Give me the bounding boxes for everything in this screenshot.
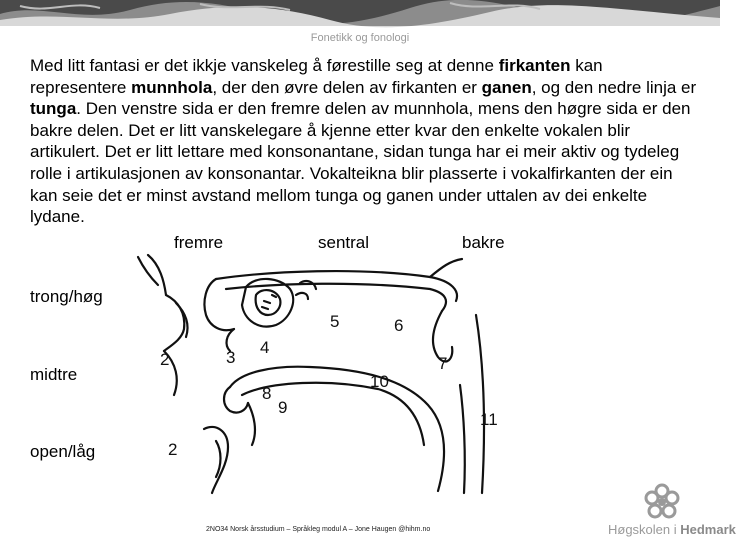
diagram-number: 11 [480, 410, 498, 429]
diagram-number: 9 [278, 398, 288, 417]
diagram-number: 3 [226, 348, 236, 367]
diagram-number: 8 [262, 384, 272, 403]
column-label-central: sentral [318, 233, 370, 252]
decorative-header-band [0, 0, 720, 26]
diagram-number: 2 [168, 440, 178, 459]
column-label-front: fremre [174, 233, 224, 252]
term-ganen: ganen [481, 77, 532, 97]
body-text-5: . Den venstre sida er den fremre delen av munnhola, mens den høgre sida er den bakre delen. Det er litt vanskelegare å kjenne etter kvar den enkelte vokalen blir artikulert. Det er litt lettare med konsonantane, sidan tunga har ei meir aktiv og tydeleg rolle i artikulasjonen av konsonantar. Vokalteikna blir plasserte i vokalfirkanten der ein kan seie det er minst avstand mellom tunga og ganen under uttalen av dei enkelte lydane. [30, 99, 691, 227]
term-firkanten: firkanten [498, 56, 571, 75]
diagram-number: 10 [370, 372, 389, 391]
body-text-4: , og den nedre linja er [531, 77, 697, 97]
diagram-number: 5 [330, 312, 340, 331]
slide-header: Fonetikk og fonologi [310, 32, 410, 44]
college-logo-text [608, 522, 736, 537]
slide-footer: 2NO34 Norsk årsstudium – Språkleg modul A – Jone Haugen @hihm.no [206, 526, 431, 533]
diagram-number: 4 [260, 338, 270, 357]
diagram-numbers [160, 312, 498, 459]
mouth-cross-section-diagram [130, 255, 520, 495]
body-paragraph [30, 55, 702, 228]
row-label-high: trong/høg [30, 287, 103, 306]
diagram-number: 6 [394, 316, 404, 335]
row-label-mid: midtre [30, 365, 78, 384]
diagram-number: 7 [438, 354, 448, 373]
logo-name-bold: Hedmark [680, 522, 736, 537]
college-logo-icon [642, 482, 682, 522]
body-text-3: , der den øvre delen av firkanten er [212, 77, 482, 97]
body-text-2: kan representere [30, 56, 603, 97]
row-label-low: open/låg [30, 442, 96, 461]
body-text-1: Med litt fantasi er det ikkje vanskeleg å førestille seg at denne [30, 56, 499, 75]
logo-name-light: Høgskolen i [608, 522, 681, 537]
column-label-back: bakre [462, 233, 505, 252]
term-tunga: tunga [30, 99, 77, 119]
diagram-number: 2 [160, 350, 170, 369]
term-munnhola: munnhola [131, 77, 213, 97]
